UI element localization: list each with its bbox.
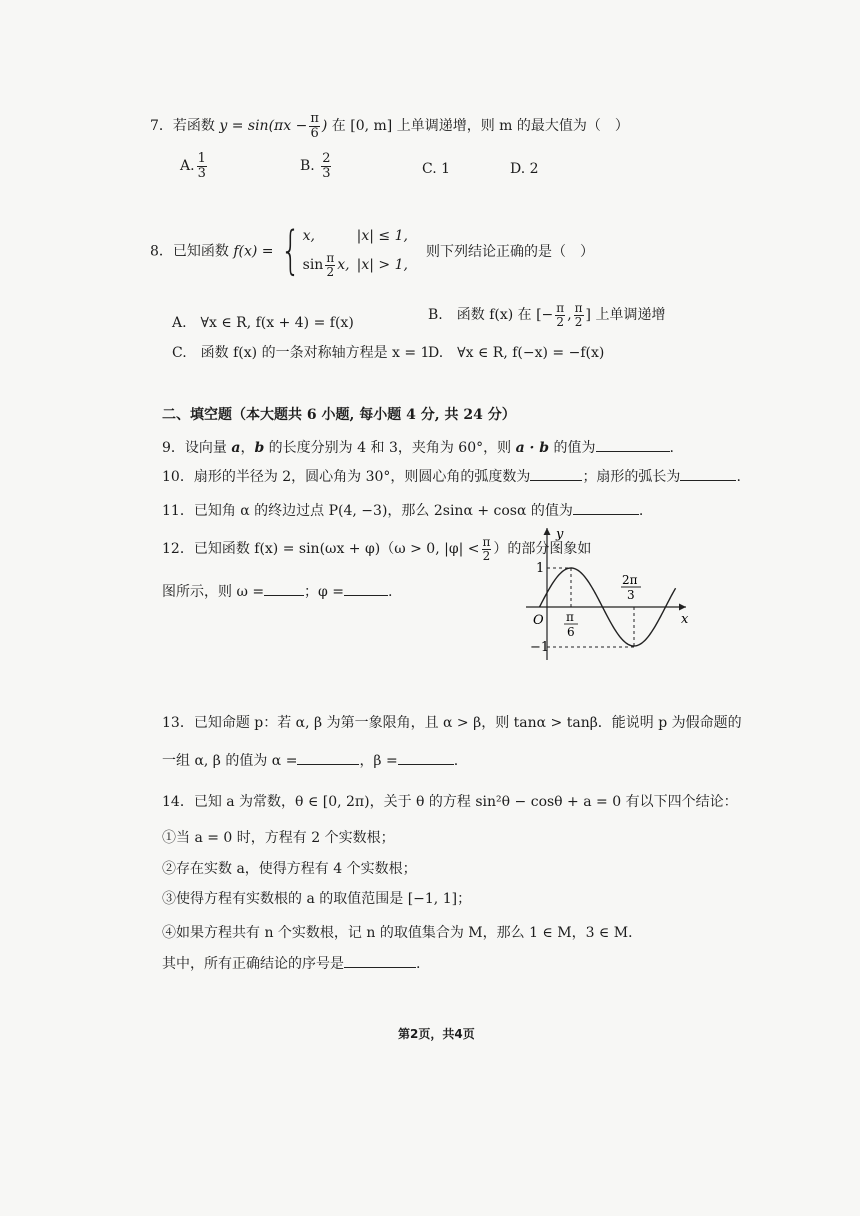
q13-beta-label: ，β = bbox=[359, 753, 398, 769]
q7-option-b-den: 3 bbox=[322, 165, 331, 181]
q8-case2-post: x, bbox=[337, 257, 350, 274]
q14-conclusion-2: ②存在实数 a，使得方程有 4 个实数根； bbox=[162, 861, 417, 877]
q13-alpha-blank bbox=[297, 752, 359, 765]
q7-option-b-num: 2 bbox=[322, 151, 331, 166]
q7-stem-prefix: 7．若函数 bbox=[150, 118, 220, 135]
question-14-stem: 14．已知 a 为常数，θ ∈ [0, 2π)，关于 θ 的方程 sin²θ − cosθ + a = 0 有以下四个结论： bbox=[162, 794, 738, 810]
q12-p1: 12．已知函数 f(x) = sin(ωx + φ)（ω > 0, |φ| < bbox=[162, 541, 480, 558]
x-tick-2pi3-den: 3 bbox=[627, 588, 635, 602]
q10-blank-1 bbox=[530, 468, 582, 481]
q14-conclusion-1: ①当 a = 0 时，方程有 2 个实数根； bbox=[162, 830, 395, 846]
q8-option-b-frac1 bbox=[555, 302, 565, 328]
q7-option-a-frac bbox=[197, 152, 207, 180]
q9-vec-b: b bbox=[254, 440, 265, 456]
q14-ask-text: 其中，所有正确结论的序号是 bbox=[162, 956, 344, 972]
q9-answer-blank bbox=[596, 439, 670, 452]
q13-end: . bbox=[453, 753, 459, 769]
q12-fraction bbox=[482, 536, 492, 562]
question-7 bbox=[150, 112, 629, 140]
q9-p3: 的值为 bbox=[549, 440, 596, 456]
y-tick-neg1: −1 bbox=[530, 640, 550, 655]
q8-option-b-mid: , bbox=[567, 307, 572, 324]
q7-option-a-den: 3 bbox=[197, 165, 206, 181]
q9-p1: 9．设向量 bbox=[162, 440, 232, 456]
q8-option-b-n1: π bbox=[556, 301, 565, 315]
q8-cases bbox=[303, 222, 408, 281]
q12-frac-den: 2 bbox=[482, 548, 491, 563]
q13-beta-blank bbox=[398, 752, 454, 765]
q12-end: . bbox=[388, 584, 393, 600]
x-tick-pi6-den: 6 bbox=[567, 625, 575, 639]
q7-option-b-label: B. bbox=[300, 158, 315, 175]
question-13-line2 bbox=[162, 750, 458, 770]
q7-func-left: y = sin(πx − bbox=[219, 118, 308, 135]
q9-ab: a · b bbox=[515, 440, 550, 456]
q7-stem-suffix: 在 [0, m] 上单调递增，则 m 的最大值为（ ） bbox=[327, 118, 629, 135]
origin-label: O bbox=[533, 613, 544, 628]
q8-option-a: A. ∀x ∈ R, f(x + 4) = f(x) bbox=[172, 315, 354, 331]
q14-answer-blank bbox=[344, 955, 416, 968]
q11-p1: 11．已知角 α 的终边过点 P(4, −3)，那么 2sinα + cosα 的值为 bbox=[162, 503, 573, 519]
q7-option-a bbox=[180, 152, 209, 180]
q8-fx: f(x) = bbox=[233, 243, 274, 260]
q7-frac-den: 6 bbox=[310, 125, 319, 141]
q8-stem-prefix: 8．已知函数 bbox=[150, 243, 234, 260]
question-11 bbox=[162, 500, 643, 520]
y-tick-1: 1 bbox=[536, 561, 545, 576]
q8-case2-frac bbox=[325, 252, 335, 278]
question-13-line1: 13．已知命题 p：若 α, β 为第一象限角，且 α > β，则 tanα > tanβ．能说明 p 为假命题的 bbox=[162, 715, 742, 731]
question-10 bbox=[162, 466, 741, 486]
q8-option-b-frac2 bbox=[574, 302, 584, 328]
q13-alpha-label: 一组 α, β 的值为 α = bbox=[162, 753, 298, 769]
q8-option-b-post: ] 上单调递增 bbox=[585, 307, 666, 324]
q14-conclusion-4: ④如果方程共有 n 个实数根，记 n 的取值集合为 M，那么 1 ∈ M，3 ∈ M． bbox=[162, 925, 643, 941]
q12-omega-blank bbox=[264, 583, 304, 596]
q14-conclusion-3: ③使得方程有实数根的 a 的取值范围是 [−1, 1]； bbox=[162, 891, 472, 907]
q12-frac-num: π bbox=[482, 535, 491, 549]
question-8 bbox=[150, 222, 594, 281]
question-12-line2 bbox=[162, 581, 392, 601]
q7-fraction bbox=[309, 112, 320, 140]
q7-option-b-frac bbox=[321, 152, 331, 180]
q12-phi-blank bbox=[344, 583, 388, 596]
q12-omega-label: 图所示，则 ω = bbox=[162, 584, 265, 600]
q8-case2-pre: sin bbox=[302, 257, 324, 274]
y-axis-label: y bbox=[556, 527, 564, 542]
q8-option-b-n2: π bbox=[574, 301, 583, 315]
q8-case2-expr bbox=[303, 251, 357, 280]
q8-option-b-d1: 2 bbox=[556, 314, 565, 329]
q8-option-b bbox=[428, 302, 665, 328]
q8-case1-expr: x, bbox=[302, 228, 315, 244]
q10-end: . bbox=[736, 469, 741, 485]
q8-case2-num: π bbox=[326, 251, 335, 266]
q8-option-b-d2: 2 bbox=[574, 314, 583, 329]
q10-p2: ；扇形的弧长为 bbox=[582, 469, 681, 485]
question-9 bbox=[162, 437, 674, 457]
q8-case1-cond: |x| ≤ 1, bbox=[356, 228, 408, 244]
q8-option-d: D. ∀x ∈ R, f(−x) = −f(x) bbox=[428, 345, 605, 361]
q7-option-a-label: A. bbox=[180, 158, 195, 175]
q7-option-d: D. 2 bbox=[510, 161, 539, 177]
q12-p2: ）的部分图象如 bbox=[493, 541, 592, 558]
q9-p2: 的长度分别为 4 和 3，夹角为 60°，则 bbox=[264, 440, 516, 456]
section-2-title: 二、填空题（本大题共 6 小题, 每小题 4 分, 共 24 分） bbox=[162, 407, 516, 423]
q12-phi-label: ；φ = bbox=[304, 584, 345, 600]
q7-option-b bbox=[300, 152, 333, 180]
q14-ask bbox=[162, 953, 420, 973]
x-axis-label: x bbox=[681, 612, 689, 627]
q8-option-b-pre: B. 函数 f(x) 在 [− bbox=[428, 307, 554, 324]
q8-case2-cond: |x| > 1, bbox=[356, 257, 408, 274]
q8-case2-den: 2 bbox=[326, 264, 335, 279]
q14-end: . bbox=[416, 956, 421, 972]
q8-brace: { bbox=[280, 221, 301, 282]
q8-option-c: C. 函数 f(x) 的一条对称轴方程是 x = 1 bbox=[172, 345, 430, 361]
q11-end: . bbox=[638, 503, 644, 519]
q7-frac-num: π bbox=[310, 111, 319, 126]
q11-answer-blank bbox=[573, 502, 639, 515]
q10-p1: 10．扇形的半径为 2，圆心角为 30°，则圆心角的弧度数为 bbox=[162, 469, 531, 485]
x-tick-2pi3-num: 2π bbox=[622, 573, 638, 587]
q7-option-a-num: 1 bbox=[197, 151, 206, 166]
q7-option-c: C. 1 bbox=[422, 161, 451, 177]
q9-end: . bbox=[669, 440, 674, 456]
q8-stem-suffix: 则下列结论正确的是（ ） bbox=[425, 244, 594, 261]
page-number: 第2页，共4页 bbox=[398, 1027, 475, 1041]
x-tick-pi6-num: π bbox=[566, 610, 574, 624]
q12-graph bbox=[526, 520, 706, 670]
q10-blank-2 bbox=[680, 468, 736, 481]
q7-func-right: ) bbox=[321, 118, 328, 135]
q9-sep: ， bbox=[240, 440, 255, 456]
q9-vec-a: a bbox=[231, 440, 241, 456]
